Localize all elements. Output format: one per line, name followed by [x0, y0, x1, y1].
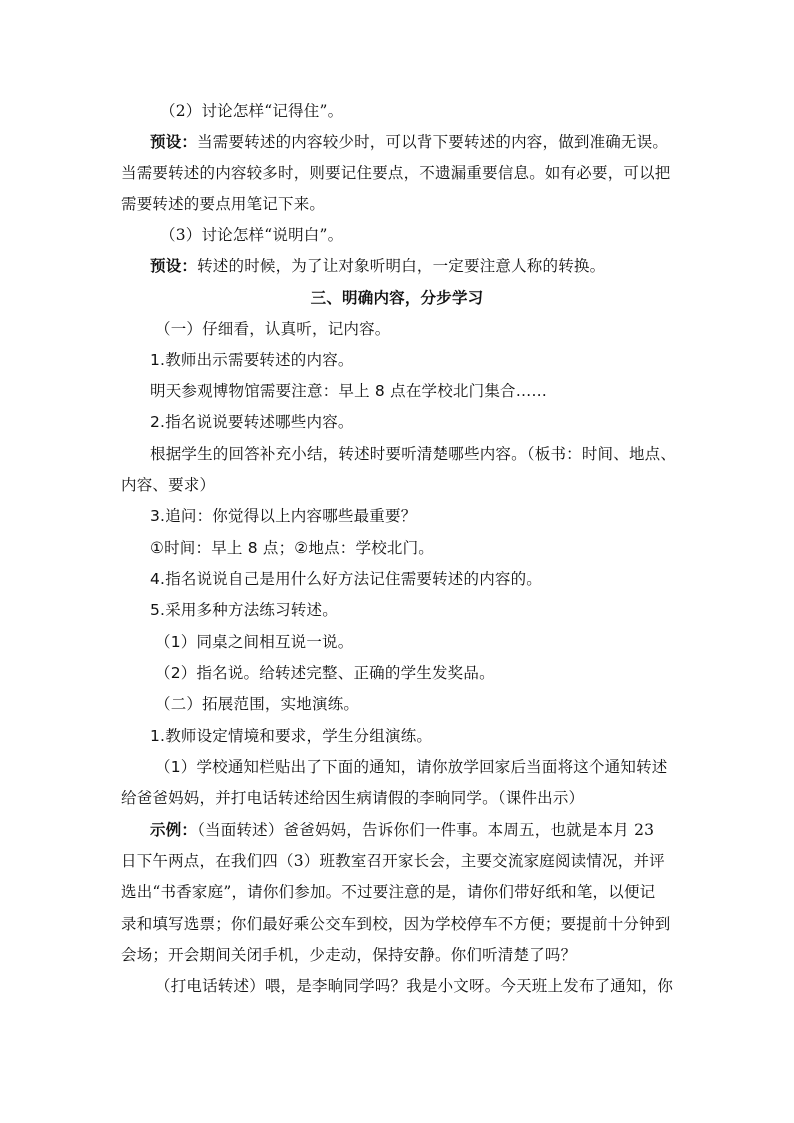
paragraph-line: 选出“书香家庭”，请你们参加。不过要注意的是，请你们带好纸和笔，以便记: [121, 883, 656, 901]
section-heading: 三、明确内容，分步学习: [310, 289, 484, 307]
paragraph-line: ①时间：早上 8 点；②地点：学校北门。: [150, 539, 435, 557]
paragraph-line: 当需要转述的内容较多时，则要记住要点，不遗漏重要信息。如有必要，可以把: [121, 164, 671, 182]
paragraph-line: 日下午两点，在我们四（3）班教室召开家长会，主要交流家庭阅读情况，并评: [121, 852, 665, 870]
paragraph-line: 3.追问：你觉得以上内容哪些最重要？: [150, 507, 417, 525]
paragraph-line: （2）指名说。给转述完整、正确的学生发奖品。: [155, 664, 495, 682]
paragraph-line: （2）讨论怎样“记得住”。: [160, 102, 344, 120]
paragraph-line: 预设：转述的时候，为了让对象听明白，一定要注意人称的转换。: [150, 257, 606, 275]
paragraph-line: 5.采用多种方法练习转述。: [150, 601, 338, 619]
paragraph-line: 示例：（当面转述）爸爸妈妈，告诉你们一件事。本周五，也就是本月 23: [150, 821, 655, 839]
paragraph-line: （打电话转述）喂，是李晌同学吗？我是小文呀。今天班上发布了通知，你: [155, 977, 674, 995]
paragraph-line: （1）同桌之间相互说一说。: [155, 633, 354, 651]
paragraph-line: 1.教师设定情境和要求，学生分组演练。: [150, 727, 433, 745]
paragraph-line: 根据学生的回答补充小结，转述时要听清楚哪些内容。（板书：时间、地点、: [150, 445, 677, 463]
paragraph-line: （1）学校通知栏贴出了下面的通知，请你放学回家后当面将这个通知转述: [155, 758, 668, 776]
paragraph-line: 2.指名说说要转述哪些内容。: [150, 413, 354, 431]
paragraph-line: 会场；开会期间关闭手机，少走动，保持安静。你们听清楚了吗？: [121, 946, 577, 964]
example-label: 示例：: [150, 821, 198, 839]
preset-label: 预设：: [150, 133, 198, 151]
preset-label: 预设：: [150, 257, 198, 275]
paragraph-line: 明天参观博物馆需要注意：早上 8 点在学校北门集合……: [150, 382, 548, 400]
paragraph-line: （一）仔细看，认真听，记内容。: [155, 320, 391, 338]
paragraph-line: 给爸爸妈妈，并打电话转述给因生病请假的李晌同学。（课件出示）: [121, 789, 585, 807]
paragraph-line: 4.指名说说自己是用什么好方法记住需要转述的内容的。: [150, 570, 542, 588]
paragraph-line: 预设：当需要转述的内容较少时，可以背下要转述的内容，做到准确无误。: [150, 133, 669, 151]
paragraph-line: 需要转述的要点用笔记下来。: [121, 195, 326, 213]
paragraph-line: （3）讨论怎样“说明白”。: [160, 226, 344, 244]
paragraph-line: 内容、要求）: [121, 476, 216, 494]
paragraph-line: 录和填写选票；你们最好乘公交车到校，因为学校停车不方便；要提前十分钟到: [121, 915, 671, 933]
paragraph-line: （二）拓展范围，实地演练。: [155, 695, 360, 713]
paragraph-line: 1.教师出示需要转述的内容。: [150, 351, 354, 369]
